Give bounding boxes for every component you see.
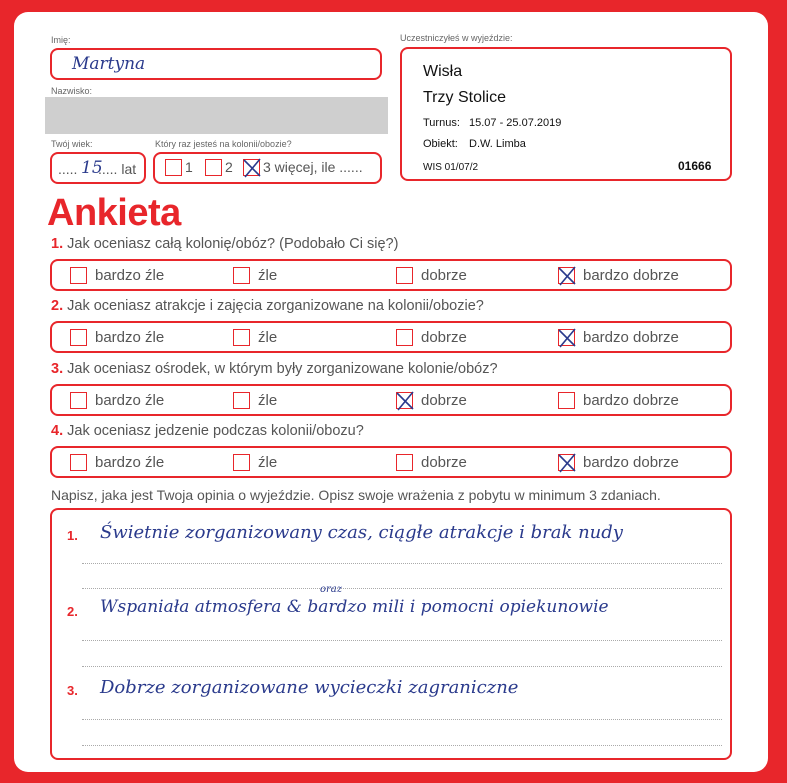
question-text: Jak oceniasz jedzenie podczas kolonii/obozu? (67, 423, 364, 439)
answer-checkbox[interactable] (396, 329, 413, 346)
question-1 (51, 236, 398, 252)
surname-label: Nazwisko: (51, 86, 93, 96)
question-number: 3. (51, 361, 64, 377)
question-text: Jak oceniasz atrakcje i zajęcia zorganizowane na kolonii/obozie? (67, 298, 484, 314)
cross-mark-icon (242, 157, 262, 179)
opinion-box (50, 508, 732, 760)
times-checkbox-1[interactable] (165, 159, 182, 176)
object-label: Obiekt: (423, 138, 458, 150)
question-4 (51, 423, 364, 439)
times-checkbox-2[interactable] (205, 159, 222, 176)
turnus-value: 15.07 - 25.07.2019 (469, 117, 562, 129)
answer-option-label: dobrze (421, 392, 467, 409)
turnus-label: Turnus: (423, 117, 460, 129)
times-option-2: 2 (225, 159, 233, 175)
times-option-3: 3 więcej, ile ...... (263, 159, 363, 175)
line-divider (82, 745, 722, 746)
answer-option-label: źle (258, 454, 278, 471)
answer-option-label: bardzo dobrze (583, 267, 679, 284)
trip-program: Trzy Stolice (423, 89, 506, 106)
name-label: Imię: (51, 35, 71, 45)
cross-mark-icon (557, 452, 577, 474)
line-divider (82, 640, 722, 641)
line-divider (82, 588, 722, 589)
question-number: 1. (51, 236, 64, 252)
age-label: Twój wiek: (51, 139, 93, 149)
survey-title: Ankieta (47, 192, 181, 234)
answer-checkbox[interactable] (233, 454, 250, 471)
answer-checkbox[interactable] (558, 392, 575, 409)
opinion-text-3: Dobrze zorganizowane wycieczki zagraniczne (100, 677, 519, 698)
times-label: Który raz jesteś na kolonii/obozie? (155, 139, 292, 149)
line-divider (82, 563, 722, 564)
answer-checkbox[interactable] (70, 392, 87, 409)
question-2 (51, 298, 484, 314)
line-divider (82, 719, 722, 720)
answer-option-label: bardzo źle (95, 267, 165, 284)
times-checkbox-3[interactable] (243, 159, 260, 176)
answer-checkbox[interactable] (233, 329, 250, 346)
answer-checkbox[interactable] (558, 454, 575, 471)
opinion-prompt: Napisz, jaka jest Twoja opinia o wyjeździe. Opisz swoje wrażenia z pobytu w minimum 3 zdaniach. (51, 487, 661, 503)
opinion-number-1: 1. (67, 528, 78, 543)
answer-checkbox[interactable] (396, 267, 413, 284)
age-field[interactable] (50, 152, 146, 184)
opinion-insert-2: oraz (320, 584, 343, 595)
answer-option-label: bardzo dobrze (583, 454, 679, 471)
answer-option-label: źle (258, 392, 278, 409)
answer-checkbox[interactable] (558, 267, 575, 284)
participated-label: Uczestniczyłeś w wyjeździe: (400, 33, 513, 43)
answer-checkbox[interactable] (233, 392, 250, 409)
answer-checkbox[interactable] (233, 267, 250, 284)
opinion-number-2: 2. (67, 604, 78, 619)
cross-mark-icon (557, 327, 577, 349)
name-field[interactable] (50, 48, 382, 80)
trip-info-box (400, 47, 732, 181)
answer-option-label: bardzo źle (95, 392, 165, 409)
answer-option-label: bardzo źle (95, 329, 165, 346)
name-value: Martyna (72, 54, 146, 74)
answer-option-label: dobrze (421, 267, 467, 284)
answer-option-label: bardzo dobrze (583, 329, 679, 346)
answer-option-label: źle (258, 267, 278, 284)
question-text: Jak oceniasz całą kolonię/obóz? (Podobało Ci się?) (67, 236, 399, 252)
cross-mark-icon (395, 390, 415, 412)
question-text: Jak oceniasz ośrodek, w którym były zorganizowane kolonie/obóz? (67, 361, 498, 377)
answer-checkbox[interactable] (70, 267, 87, 284)
answer-checkbox[interactable] (396, 392, 413, 409)
answer-checkbox[interactable] (396, 454, 413, 471)
cross-mark-icon (557, 265, 577, 287)
question-number: 2. (51, 298, 64, 314)
line-divider (82, 666, 722, 667)
trip-place: Wisła (423, 63, 463, 80)
trip-number: 01666 (678, 159, 712, 173)
answer-checkbox[interactable] (70, 454, 87, 471)
opinion-text-1: Świetnie zorganizowany czas, ciągłe atrakcje i brak nudy (100, 522, 623, 543)
question-number: 4. (51, 423, 64, 439)
answer-option-label: dobrze (421, 329, 467, 346)
age-suffix: ..... lat (98, 161, 137, 177)
opinion-number-3: 3. (67, 683, 78, 698)
answer-checkbox[interactable] (558, 329, 575, 346)
answer-checkbox[interactable] (70, 329, 87, 346)
opinion-text-2: Wspaniała atmosfera & bardzo mili i pomocni opiekunowie (100, 597, 609, 617)
age-value: 15 (81, 158, 103, 178)
answer-option-label: bardzo źle (95, 454, 165, 471)
trip-code: WIS 01/07/2 (423, 162, 479, 173)
question-3 (51, 361, 498, 377)
surname-redaction (45, 97, 388, 134)
object-value: D.W. Limba (469, 138, 526, 150)
times-option-1: 1 (185, 159, 193, 175)
answer-option-label: dobrze (421, 454, 467, 471)
answer-option-label: bardzo dobrze (583, 392, 679, 409)
age-prefix: ..... (58, 161, 78, 177)
answer-option-label: źle (258, 329, 278, 346)
